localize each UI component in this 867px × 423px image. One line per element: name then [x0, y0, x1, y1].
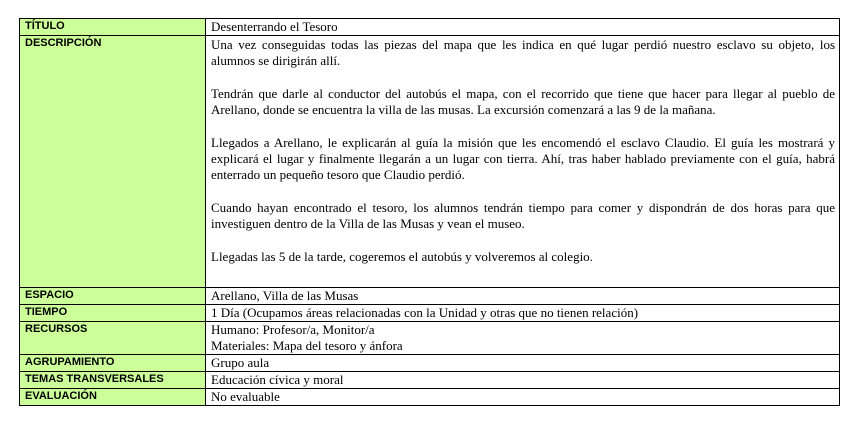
value-tiempo: 1 Día (Ocupamos áreas relacionadas con la Unidad y otras que no tienen relación): [206, 305, 840, 322]
row-espacio: [20, 288, 840, 305]
value-descripcion: [206, 36, 840, 288]
row-descripcion: [20, 36, 840, 288]
recursos-line-materiales: Materiales: Mapa del tesoro y ánfora: [211, 338, 403, 353]
row-evaluacion: [20, 389, 840, 406]
descripcion-paragraph: Una vez conseguidas todas las piezas del mapa que les indica en qué lugar perdió nuestro esclavo su objeto, los alumnos se dirigirán allí.: [211, 37, 835, 68]
label-recursos: RECURSOS: [20, 322, 206, 355]
value-recursos: [206, 322, 840, 355]
row-temas-transversales: [20, 372, 840, 389]
row-agrupamiento: [20, 355, 840, 372]
label-temas-transversales: TEMAS TRANSVERSALES: [20, 372, 206, 389]
value-titulo: Desenterrando el Tesoro: [206, 19, 840, 36]
row-recursos: [20, 322, 840, 355]
row-tiempo: [20, 305, 840, 322]
descripcion-paragraph: Tendrán que darle al conductor del autobús el mapa, con el recorrido que tiene que hacer para llegar al pueblo de Arellano, donde se encuentra la villa de las musas. La excursión comenzará a las 9 de la mañana.: [211, 86, 835, 117]
value-espacio: Arellano, Villa de las Musas: [206, 288, 840, 305]
label-evaluacion: EVALUACIÓN: [20, 389, 206, 406]
descripcion-paragraph: Llegadas las 5 de la tarde, cogeremos el autobús y volveremos al colegio.: [211, 249, 593, 264]
descripcion-paragraph: Llegados a Arellano, le explicarán al guía la misión que les encomendó el esclavo Claudio. El guía les mostrará y explicará el lugar y finalmente llegarán a un lugar con tierra. Ahí, tras haber hablado previamente con el guía, habrá enterrado un pequeño tesoro que Claudio perdió.: [211, 135, 835, 182]
label-descripcion: DESCRIPCIÓN: [20, 36, 206, 288]
value-agrupamiento: Grupo aula: [206, 355, 840, 372]
recursos-line-humano: Humano: Profesor/a, Monitor/a: [211, 322, 375, 337]
label-agrupamiento: AGRUPAMIENTO: [20, 355, 206, 372]
value-temas-transversales: Educación cívica y moral: [206, 372, 840, 389]
row-titulo: [20, 19, 840, 36]
label-espacio: ESPACIO: [20, 288, 206, 305]
label-tiempo: TIEMPO: [20, 305, 206, 322]
value-evaluacion: No evaluable: [206, 389, 840, 406]
activity-sheet-table: [19, 18, 840, 406]
descripcion-paragraph: Cuando hayan encontrado el tesoro, los alumnos tendrán tiempo para comer y dispondrán de dos horas para que investiguen dentro de la Villa de las Musas y vean el museo.: [211, 200, 835, 231]
label-titulo: TÍTULO: [20, 19, 206, 36]
